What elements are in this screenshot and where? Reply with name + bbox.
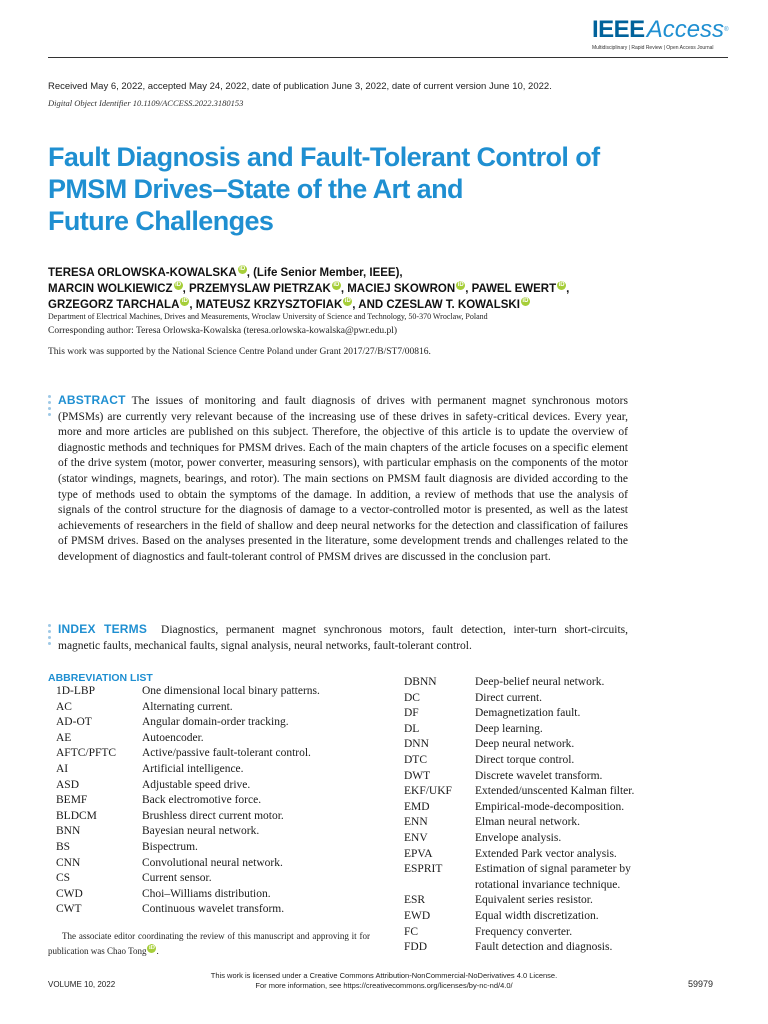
orcid-icon[interactable]: iD (344, 298, 351, 304)
abbreviation-definition: Frequency converter. (475, 925, 573, 938)
author-separator: , (566, 283, 570, 295)
abbreviation-term: AE (56, 731, 72, 744)
abbreviation-definition: Alternating current. (142, 700, 233, 713)
abbreviation-term: DL (404, 722, 420, 735)
index-terms-label: INDEX TERMS (58, 622, 148, 636)
abbreviation-definition: Bayesian neural network. (142, 825, 260, 838)
abstract-label: ABSTRACT (58, 393, 126, 407)
abbreviation-term: ENN (404, 816, 428, 829)
abbreviation-definition: Current sensor. (142, 872, 212, 885)
orcid-icon[interactable]: iD (239, 266, 246, 272)
license-link[interactable]: For more information, see https://creativecommons.org/licenses/by-nc-nd/4.0/ (255, 981, 513, 990)
abbreviation-definition: Extended/unscented Kalman filter. (475, 785, 635, 798)
license-notice (150, 971, 618, 991)
abbreviation-definition: Back electromotive force. (142, 794, 262, 807)
title-line: PMSM Drives–State of the Art and (48, 174, 463, 204)
abbreviation-term: CWD (56, 887, 83, 900)
received-dates: Received May 6, 2022, accepted May 24, 2022, date of publication June 3, 2022, date of current version June 10, 2022. (48, 81, 552, 92)
abstract-section (58, 393, 628, 566)
abbreviation-definition: Equal width discretization. (475, 910, 599, 922)
author-name[interactable]: MATEUSZ KRZYSZTOFIAK (195, 299, 343, 311)
abbreviation-definition: Elman neural network. (475, 816, 581, 829)
abbreviation-definition: Estimation of signal parameter by (475, 863, 631, 876)
abbreviation-term: EKF/UKF (404, 785, 452, 798)
abbreviation-term: BEMF (56, 794, 88, 807)
abbreviation-definition: Choi–Williams distribution. (142, 887, 271, 900)
abbreviation-definition: Bispectrum. (142, 841, 198, 853)
author-suffix: , (Life Senior Member, IEEE), (246, 267, 403, 279)
abbreviation-definition: Adjustable speed drive. (142, 778, 251, 791)
affiliation: Department of Electrical Machines, Drives and Measurements, Wroclaw University of Science and Technology, 50-370 Wroclaw, Poland (48, 312, 488, 321)
abbreviation-definition: rotational invariance technique. (475, 878, 621, 891)
abbreviation-definition: Angular domain-order tracking. (142, 716, 289, 729)
abbreviation-definition: Continuous wavelet transform. (142, 903, 285, 916)
abbreviation-column-right (404, 675, 734, 965)
abbreviation-term: CWT (56, 903, 82, 916)
logo-access: Access (646, 16, 725, 43)
abbreviation-heading: ABBREVIATION LIST (48, 672, 153, 684)
author-list (48, 265, 728, 313)
author-separator: , (182, 283, 189, 295)
abbreviation-term: CS (56, 872, 71, 885)
abbreviation-definition: Fault detection and diagnosis. (475, 941, 613, 954)
abbreviation-term: AFTC/PFTC (56, 747, 117, 760)
abbreviation-term: AC (56, 700, 72, 713)
orcid-icon[interactable]: iD (558, 282, 565, 288)
orcid-icon[interactable]: iD (181, 298, 188, 304)
author-name[interactable]: AND CZESLAW T. KOWALSKI (358, 299, 520, 311)
volume-label: VOLUME 10, 2022 (48, 980, 116, 989)
abbreviation-term: BNN (56, 825, 81, 838)
doi-line[interactable]: Digital Object Identifier 10.1109/ACCESS.2022.3180153 (48, 98, 244, 108)
abbreviation-definition: Brushless direct current motor. (142, 809, 284, 822)
author-name[interactable]: PAWEL EWERT (471, 283, 557, 295)
abbreviation-term: DWT (404, 769, 431, 782)
author-name[interactable]: MACIEJ SKOWRON (347, 283, 456, 295)
abbreviation-term: DTC (404, 754, 427, 766)
editor-note: The associate editor coordinating the review of this manuscript and approving it for publication was Chao Tong iD . (48, 931, 370, 956)
logo-tagline: Multidisciplinary | Rapid Review | Open Access Journal (592, 45, 714, 51)
title-line: Future Challenges (48, 206, 274, 236)
abbreviation-definition: Equivalent series resistor. (475, 894, 593, 907)
author-name[interactable]: GRZEGORZ TARCHALA (48, 299, 180, 311)
page-number: 59979 (688, 979, 714, 989)
abbreviation-definition: Artificial intelligence. (142, 763, 244, 775)
abbreviation-term: DF (404, 707, 419, 720)
abbreviation-term: EPVA (404, 847, 433, 860)
ieee-access-logo[interactable] (592, 18, 728, 58)
abbreviation-term: BLDCM (56, 809, 97, 822)
abbreviation-term: AI (56, 763, 69, 775)
abbreviation-term: DNN (404, 738, 429, 751)
author-line (48, 265, 728, 281)
abbreviation-term: ESPRIT (404, 863, 443, 876)
abbreviation-term: ASD (56, 778, 80, 791)
funding-statement: This work was supported by the National Science Centre Poland under Grant 2017/27/B/ST7/00816. (48, 347, 431, 357)
license-line: This work is licensed under a Creative Commons Attribution-NonCommercial-NoDerivatives 4.0 License. (210, 971, 558, 980)
orcid-icon[interactable]: iD (148, 945, 155, 951)
paper-title (48, 141, 648, 237)
abbreviation-term: DBNN (404, 676, 437, 688)
abbreviation-column-left (56, 684, 376, 924)
editor-note-text: The associate editor coordinating the review of this manuscript and approving it for publication was Chao Tong (48, 931, 370, 956)
abbreviation-term: CNN (56, 856, 81, 869)
author-line (48, 281, 728, 297)
corresponding-author: Corresponding author: Teresa Orlowska-Kowalska (teresa.orlowska-kowalska@pwr.edu.pl) (48, 326, 398, 336)
logo-trademark: ® (724, 27, 729, 33)
author-separator: , (340, 283, 348, 295)
abbreviation-definition: Active/passive fault-tolerant control. (142, 747, 311, 760)
abbreviation-term: 1D-LBP (56, 685, 95, 697)
abbreviation-definition: Deep-belief neural network. (475, 676, 605, 688)
author-name[interactable]: MARCIN WOLKIEWICZ (48, 283, 173, 295)
index-terms-section (58, 622, 628, 654)
author-name[interactable]: PRZEMYSLAW PIETRZAK (188, 283, 331, 295)
orcid-icon[interactable]: iD (175, 282, 182, 288)
abbreviation-definition: Extended Park vector analysis. (475, 847, 617, 860)
author-line (48, 297, 728, 313)
abbreviation-definition: Direct torque control. (475, 754, 575, 766)
abbreviation-definition: Deep learning. (475, 722, 543, 735)
abbreviation-term: EMD (404, 800, 430, 813)
index-terms-dots-icon (48, 624, 51, 648)
abbreviation-term: EWD (404, 910, 431, 922)
abbreviation-term: FDD (404, 941, 428, 954)
author-separator: , (465, 283, 472, 295)
abbreviation-term: FC (404, 925, 419, 938)
abbreviation-term: ESR (404, 894, 426, 907)
orcid-icon[interactable]: iD (457, 282, 464, 288)
abbreviation-definition: One dimensional local binary patterns. (142, 685, 320, 697)
author-separator: , (352, 299, 359, 311)
header-divider (48, 57, 728, 58)
abbreviation-definition: Discrete wavelet transform. (475, 769, 603, 782)
abbreviation-definition: Deep neural network. (475, 738, 575, 751)
abbreviation-term: DC (404, 691, 420, 704)
abstract-dots-icon (48, 395, 51, 419)
author-name[interactable]: TERESA ORLOWSKA-KOWALSKA (48, 267, 237, 279)
logo-wordmark (592, 18, 728, 42)
abbreviation-definition: Envelope analysis. (475, 832, 562, 844)
abbreviation-term: ENV (404, 832, 428, 844)
orcid-icon[interactable]: iD (522, 298, 529, 304)
abbreviation-definition: Demagnetization fault. (475, 707, 581, 720)
orcid-icon[interactable]: iD (333, 282, 340, 288)
index-terms-text: Diagnostics, permanent magnet synchronous motors, fault detection, inter-turn short-circuits, magnetic faults, mechanical faults, signal analysis, neural networks, fault-tolerant control. (58, 624, 629, 652)
title-line: Fault Diagnosis and Fault-Tolerant Control of (48, 142, 600, 172)
abbreviation-definition: Direct current. (475, 691, 543, 704)
abbreviation-term: AD-OT (56, 716, 92, 729)
abbreviation-definition: Convolutional neural network. (142, 856, 283, 869)
abstract-text: The issues of monitoring and fault diagnosis of drives with permanent magnet synchronous motors (PMSMs) are currently very relevant because of the increasing use of these drives in safety-critical devices. Every year, more and more articles are published on this subject. Therefore, the objective of this article is to update the overview of diagnostic methods and techniques for PMSM drives. Each of the main chapters of the article focuses on a specific element of the drive system (motor, power converter, measuring sensors), with particular emphasis on the components of the motor (stator windings, magnets, bearings, and rotor). The main sections on PMSM fault diagnosis are divided according to the type of methods used to obtain the symptoms of the damage. In addition, a review of methods that use the analysis of signals of the control structure for the diagnosis of damage to a vector-controlled motor is presented, as well as the latest achievements of researchers in the field of shallow and deep neural networks for the detection and classification of failures of PMSM drives. Based on the analyses presented in the literature, some development trends and challenges related to the development of diagnostics and fault-tolerant control of PMSM drives are discussed in the conclusion part. (58, 395, 628, 563)
abbreviation-definition: Autoencoder. (142, 731, 204, 744)
abbreviation-term: BS (56, 841, 71, 853)
abbreviation-definition: Empirical-mode-decomposition. (475, 800, 625, 813)
logo-ieee: IEEE (592, 16, 645, 43)
author-separator: , (189, 299, 196, 311)
